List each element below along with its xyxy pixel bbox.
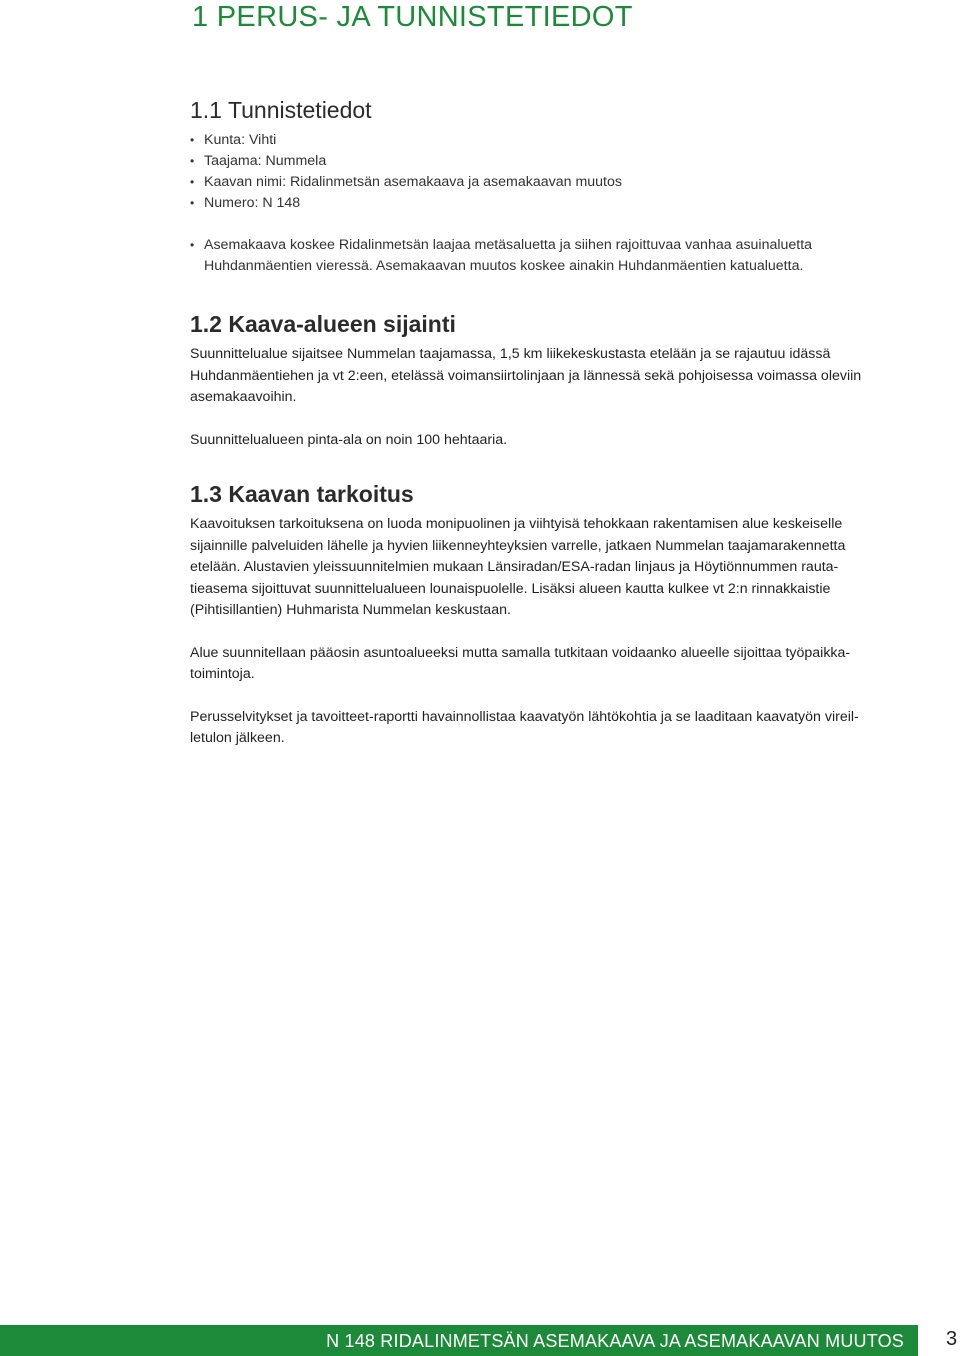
list-item xyxy=(190,235,920,277)
location-paragraph xyxy=(190,344,920,409)
bullet-icon: • xyxy=(190,154,195,168)
section-heading-1-2: 1.2 Kaava-alueen sijainti xyxy=(190,311,456,337)
paragraph-line: toimintoja. xyxy=(190,666,255,682)
paragraph-line: Suunnittelualue sijaitsee Nummelan taajamassa, 1,5 km liikekeskustasta etelään ja se rajautuu idässä xyxy=(190,346,831,362)
bullet-icon: • xyxy=(190,133,195,147)
area-paragraph: Suunnittelualueen pinta-ala on noin 100 hehtaaria. xyxy=(190,431,508,448)
section-heading-1-3: 1.3 Kaavan tarkoitus xyxy=(190,481,414,507)
purpose-paragraph xyxy=(190,514,920,622)
list-item xyxy=(190,151,920,172)
section-purpose xyxy=(190,480,920,750)
list-item xyxy=(190,193,920,214)
footer-bar xyxy=(0,1325,918,1356)
bullet-icon: • xyxy=(190,238,195,252)
paragraph-line: asemakaavoihin. xyxy=(190,389,297,405)
chapter-title: 1 PERUS- JA TUNNISTETIEDOT xyxy=(192,1,633,33)
list-item xyxy=(190,130,920,151)
paragraph-line: (Pihtisillantien) Huhmarista Nummelan keskustaan. xyxy=(190,602,511,618)
identification-list xyxy=(190,130,920,214)
report-paragraph xyxy=(190,707,920,750)
list-item-text-line: Asemakaava koskee Ridalinmetsän laajaa metäsaluetta ja siihen rajoittuvaa vanhaa asuinaluetta xyxy=(204,237,813,253)
list-item-text-line: Huhdanmäentien vieressä. Asemakaavan muutos koskee ainakin Huhdanmäentien katualuetta. xyxy=(204,258,804,274)
paragraph-line: Kaavoituksen tarkoituksena on luoda monipuolinen ja viihtyisä tehokkaan rakentamisen alue keskeiselle xyxy=(190,516,843,532)
land-use-paragraph xyxy=(190,643,920,686)
footer-title: N 148 RIDALINMETSÄN ASEMAKAAVA JA ASEMAKAAVAN MUUTOS xyxy=(326,1331,904,1351)
section-identification xyxy=(190,96,920,277)
bullet-icon: • xyxy=(190,175,195,189)
list-item-text: Numero: N 148 xyxy=(204,195,301,211)
paragraph-line: Alue suunnitellaan pääosin asuntoalueeksi mutta samalla tutkitaan voidaanko alueelle sijoittaa työpaikka- xyxy=(190,644,851,661)
list-item-text: Kunta: Vihti xyxy=(204,132,277,148)
section-location xyxy=(190,310,920,451)
list-item-text: Taajama: Nummela xyxy=(204,153,327,169)
paragraph-line: Huhdanmäentiehen ja vt 2:een, etelässä voimansiirtolinjaan ja lännessä sekä pohjoisessa voimassa oleviin xyxy=(190,367,862,384)
section-heading-1-1: 1.1 Tunnistetiedot xyxy=(190,97,372,123)
bullet-icon: • xyxy=(190,196,195,210)
paragraph-line: Perusselvitykset ja tavoitteet-raportti havainnollistaa kaavatyön lähtökohtia ja se laaditaan kaavatyön vireil- xyxy=(190,708,859,725)
paragraph-line: sijainnille palveluiden lähelle ja hyvien liikenneyhteyksien varrelle, jatkaen Nummelan taajamarakennetta xyxy=(190,537,846,554)
list-item xyxy=(190,172,920,193)
list-item-text: Kaavan nimi: Ridalinmetsän asemakaava ja asemakaavan muutos xyxy=(204,174,622,190)
page-number: 3 xyxy=(946,1328,958,1350)
paragraph-line: etelään. Alustavien yleissuunnitelmien mukaan Länsiradan/ESA-radan linjaus ja Höytiönnummen rauta- xyxy=(190,559,839,575)
paragraph-line: letulon jälkeen. xyxy=(190,730,285,746)
paragraph-line: tieasema sijoittuvat suunnittelualueen lounaispuolelle. Lisäksi alueen kautta kulkee vt 2:n rinnakkaistie xyxy=(190,580,831,597)
scope-list xyxy=(190,235,920,277)
